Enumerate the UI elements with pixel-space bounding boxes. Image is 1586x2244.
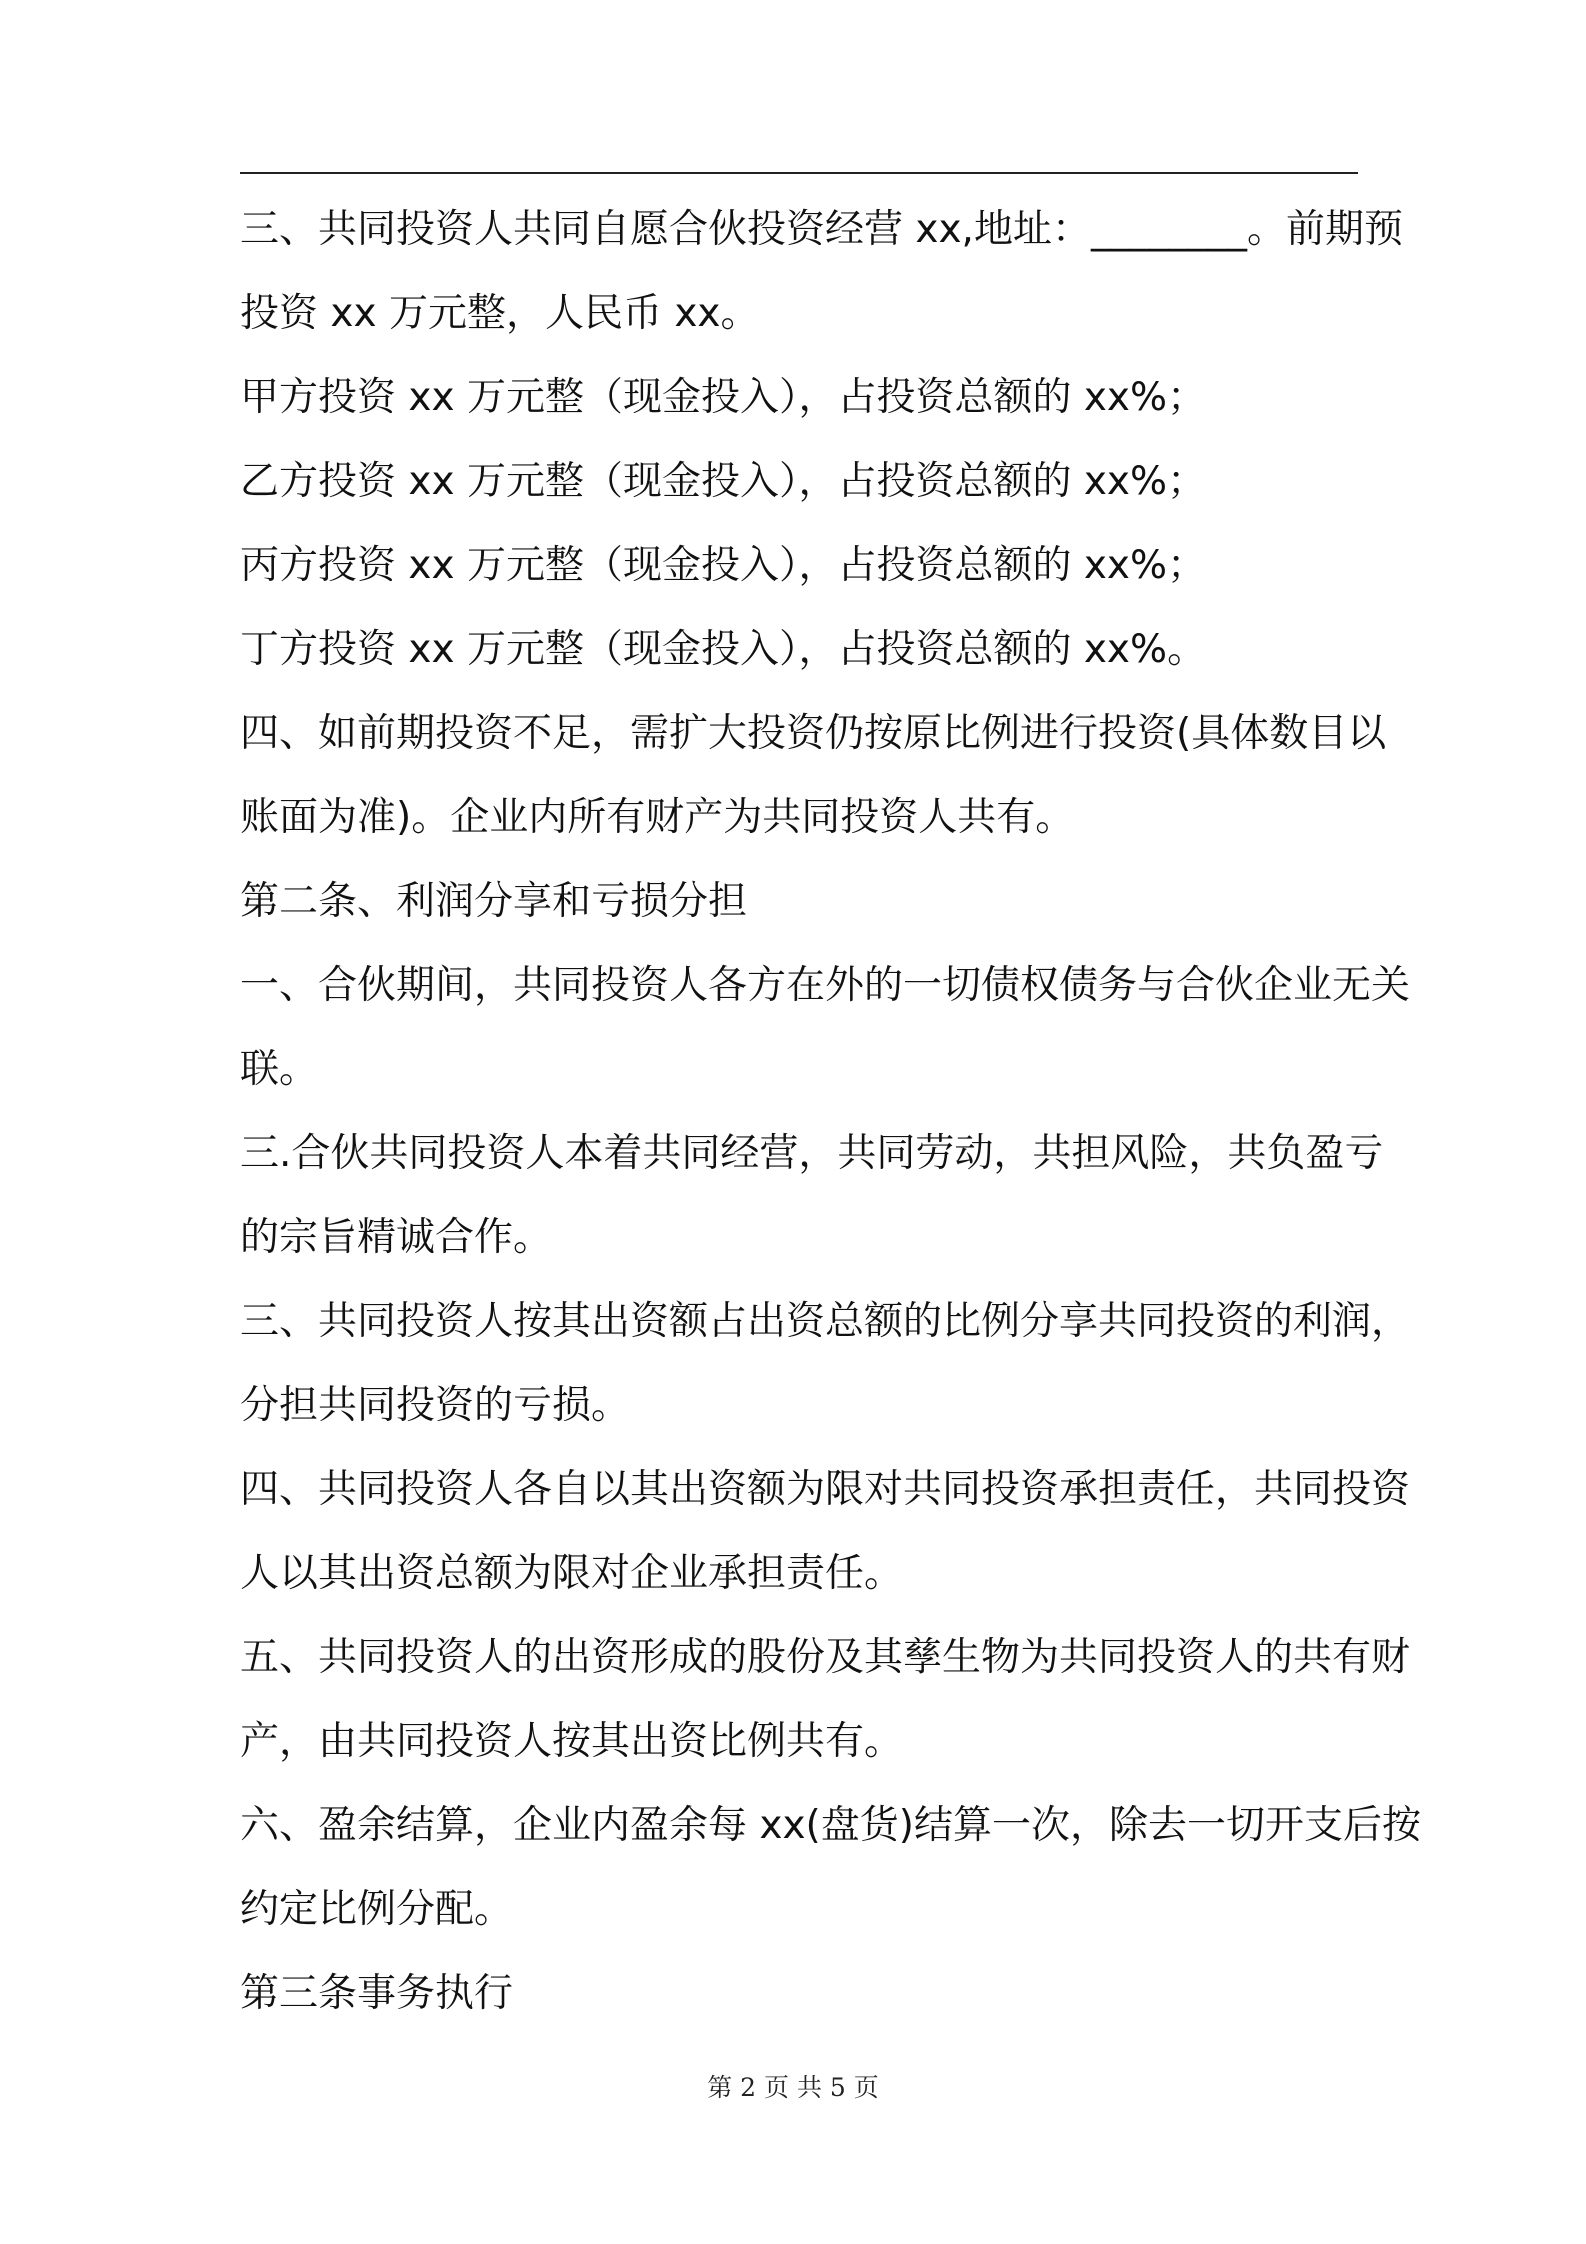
text-line: 账面为准)。企业内所有财产为共同投资人共有。 — [240, 795, 1075, 840]
text-line: 乙方投资 xx 万元整（现金投入），占投资总额的 xx%； — [240, 459, 1207, 504]
section-heading: 第二条、利润分享和亏损分担 — [240, 879, 748, 924]
document-body — [240, 188, 1421, 2036]
text-line: 三.合伙共同投资人本着共同经营，共同劳动，共担风险，共负盈亏 — [240, 1131, 1384, 1176]
text-line: 人以其出资总额为限对企业承担责任。 — [240, 1551, 904, 1596]
text-line: 联。 — [240, 1047, 319, 1092]
text-line: 四、如前期投资不足，需扩大投资仍按原比例进行投资(具体数目以 — [240, 711, 1387, 756]
text-line: 一、合伙期间，共同投资人各方在外的一切债权债务与合伙企业无关 — [240, 963, 1411, 1008]
text-line: 的宗旨精诚合作。 — [240, 1215, 553, 1260]
header-rule — [240, 172, 1358, 174]
section-heading: 第三条事务执行 — [240, 1971, 514, 2016]
text-line: 三、共同投资人共同自愿合伙投资经营 xx,地址：________。前期预 — [240, 207, 1403, 252]
text-line: 约定比例分配。 — [240, 1887, 514, 1932]
text-line: 五、共同投资人的出资形成的股份及其孳生物为共同投资人的共有财 — [240, 1635, 1411, 1680]
text-line: 分担共同投资的亏损。 — [240, 1383, 631, 1428]
text-line: 投资 xx 万元整，人民币 xx。 — [240, 291, 760, 336]
text-line: 丙方投资 xx 万元整（现金投入），占投资总额的 xx%； — [240, 543, 1207, 588]
text-line: 丁方投资 xx 万元整（现金投入），占投资总额的 xx%。 — [240, 627, 1207, 672]
text-line: 产，由共同投资人按其出资比例共有。 — [240, 1719, 904, 1764]
text-line: 六、盈余结算，企业内盈余每 xx(盘货)结算一次，除去一切开支后按 — [240, 1803, 1421, 1848]
text-line: 三、共同投资人按其出资额占出资总额的比例分享共同投资的利润， — [240, 1299, 1411, 1344]
text-line: 甲方投资 xx 万元整（现金投入），占投资总额的 xx%； — [240, 375, 1207, 420]
page-number-footer: 第 2 页 共 5 页 — [707, 2073, 879, 2102]
text-line: 四、共同投资人各自以其出资额为限对共同投资承担责任，共同投资 — [240, 1467, 1411, 1512]
